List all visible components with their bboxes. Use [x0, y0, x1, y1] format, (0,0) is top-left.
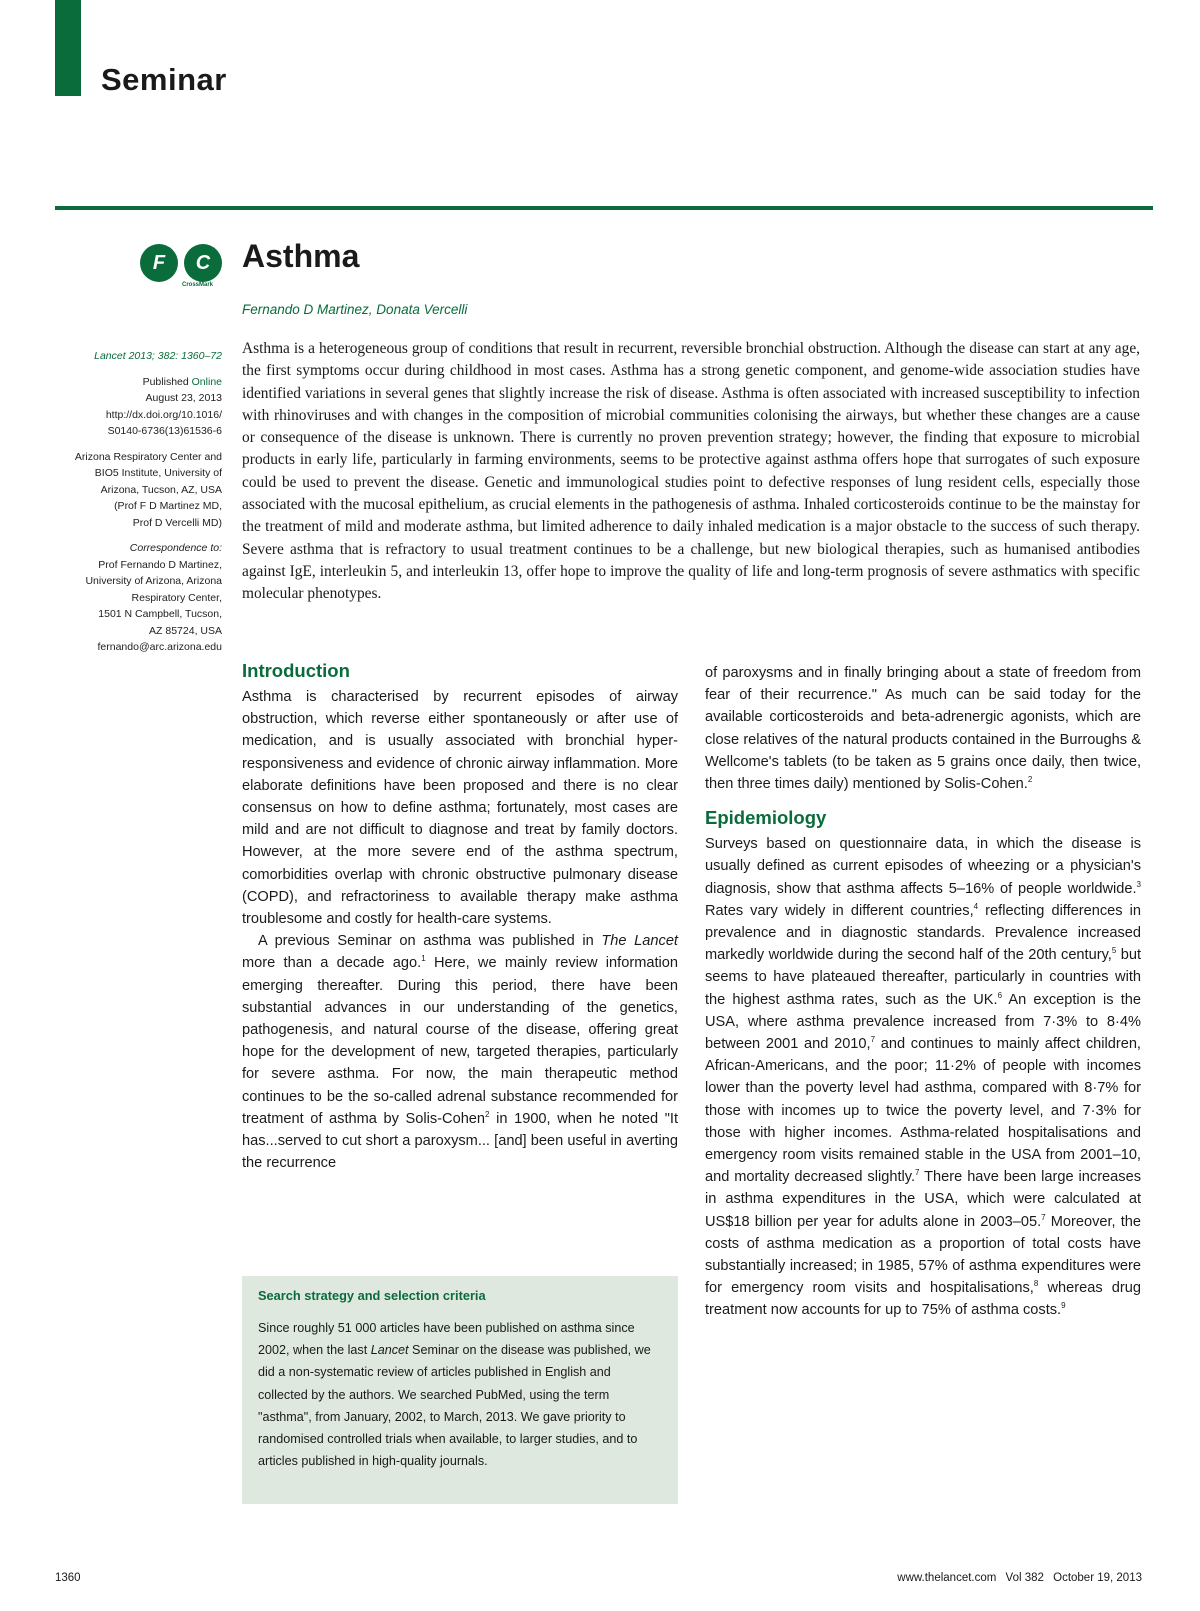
affiliation: Arizona Respiratory Center and BIO5 Institute, University of Arizona, Tucson, AZ, USA (Prof F D Martinez MD, Prof D Vercelli MD): [74, 450, 222, 529]
crossmark-caption: CrossMark: [182, 282, 214, 288]
journal-site-link[interactable]: www.thelancet.com: [897, 1572, 997, 1584]
section-label: Seminar: [101, 62, 227, 97]
intro-continued: of paroxysms and in finally bringing about a state of freedom from fear of their recurrence." As much can be said today for the available corticosteroids and beta-adrenergic agonists, which are close relatives of the natural products contained in the Burroughs & Wellcome's tablets (to be taken as 5 grains once daily, then twice, then three times daily) mentioned by Solis-Cohen.$^2$: [705, 665, 1141, 793]
reference-7b[interactable]: 7: [915, 1168, 920, 1178]
reference-8[interactable]: 8: [1033, 1279, 1039, 1289]
epidemiology-heading: Epidemiology: [705, 807, 827, 829]
epidemiology-paragraph: Surveys based on questionnaire data, in which the disease is usually defined as current episodes of wheezing or a physician's diagnosis, show that asthma affects 5–16% of people worldwide.$^3$ Rates vary widely in different countries,$^4$ reflecting differences in prevalence and in diagnostic standards. Prevalence increased markedly worldwide during the second half of the 20th century,$^5$ but seems to have plateaued thereafter, particularly in countries with the highest asthma rates, such as the UK.$^6$ An exception is the USA, where asthma prevalence increased from 7·3% to 8·4% between 2001 and 2010,$^7$ and continues to mainly affect children, African-Americans, and the poor; 11·2% of people with incomes lower than the poverty level had asthma, compared with 8·7% for those with incomes up to twice the poverty level, and 7·3% for those with higher incomes. Asthma-related hospitalisations and emergency room visits remained stable in the USA from 2001–10, and mortality decreased slightly.$^7$ There have been large increases in asthma expenditures in the USA, which were calculated at US$18 billion per year for adults alone in 2003–05.$^7$ Moreover, the costs of asthma medication as a proportion of total costs have substantially increased; in 1985, 57% of asthma expenditures were for emergency room visits and hospitalisations,$^8$ whereas drug treatment now accounts for up to 75% of asthma costs.$^9$: [705, 836, 1142, 1319]
abstract: Asthma is a heterogeneous group of conditions that result in recurrent, reversible bronchial obstruction. Although the disease can start at any age, the first symptoms occur during childhood in most cases. Asthma has a strong genetic component, and genome-wide association studies have identified variations in several genes that slightly increase the risk of disease. Asthma is often associated with increased susceptibility to infection with rhinoviruses and with changes in the composition of microbial communities colonising the airways, but whether these changes are a cause or consequence of the disease is unknown. There is currently no proven prevention strategy; however, the finding that exposure to microbial products in early life, particularly in farming environments, seems to be protective against asthma offers hope that surrogates of such exposure could be used to prevent the disease. Genetic and immunological studies point to defective responses of lung resident cells, especially those associated with the mucosal epithelium, as crucial elements in the pathogenesis of asthma. Inhaled corticosteroids continue to be the mainstay for the treatment of mild and moderate asthma, but limited adherence to daily inhaled medication is a major obstacle to the success of such therapy. Severe asthma that is refractory to usual treatment continues to be a challenge, but new biological therapies, such as humanised antibodies against IgE, interleukin 5, and interleukin 13, offer hope to improve the quality of life and long-term prognosis of severe asthmatics with specific molecular phenotypes.: [242, 340, 1140, 603]
reference-6[interactable]: 6: [997, 990, 1003, 1000]
search-strategy-panel: [242, 1276, 678, 1504]
doi-link-cont[interactable]: S0140-6736(13)61536-6: [107, 425, 222, 437]
crossmark-icon[interactable]: C: [184, 244, 222, 282]
journal-volume: Vol 382: [1005, 1572, 1044, 1584]
correspondence: Correspondence to: Prof Fernando D Martinez, University of Arizona, Arizona Respiratory Center, 1501 N Campbell, Tucson, AZ 85724, USA fernando@arc.arizona.edu: [85, 542, 222, 653]
email-link[interactable]: fernando@arc.arizona.edu: [97, 641, 222, 653]
right-column: [705, 662, 1141, 1322]
article-badges: [140, 244, 226, 294]
reference-9[interactable]: 9: [1061, 1301, 1066, 1311]
reference-7[interactable]: 7: [870, 1035, 876, 1045]
reference-4[interactable]: 4: [973, 901, 979, 911]
published-label: Published: [142, 375, 189, 388]
doi-link[interactable]: http://dx.doi.org/10.1016/: [105, 408, 222, 421]
intro-paragraph-1: Asthma is characterised by recurrent episodes of airway obstruction, which reverse either spontaneously or after use of medication, and is usually associated with bronchial hyper-responsiveness and evidence of chronic airway inflammation. More elaborate definitions have been proposed and there is no clear consensus on how to define asthma; fortunately, most cases are mild and are not difficult to diagnose and treat by family doctors. However, at the more severe end of the asthma spectrum, comorbidities overlap with chronic obstructive pulmonary disease (COPD), and refractoriness to available therapy make asthma troublesome and costly for health-care systems.: [242, 689, 678, 928]
article-authors: Fernando D Martinez, Donata Vercelli: [242, 302, 468, 317]
free-access-icon: F: [140, 244, 178, 282]
reference-1[interactable]: 1: [421, 954, 426, 964]
journal-date: October 19, 2013: [1053, 1572, 1142, 1584]
published-date: August 23, 2013: [145, 392, 222, 404]
article-sidebar: [30, 348, 222, 665]
published-online: Online: [191, 375, 222, 388]
reference-3[interactable]: 3: [1136, 879, 1141, 889]
reference-5[interactable]: 5: [1111, 946, 1117, 956]
journal-footer: [891, 1572, 1142, 1584]
reference-2b[interactable]: 2: [1027, 775, 1033, 785]
search-strategy-text: Since roughly 51 000 articles have been published on asthma since 2002, when the last Lancet Seminar on the disease was published, we did a non-systematic review of articles published in English and collected by the authors. We searched PubMed, using the term "asthma", from January, 2002, to March, 2013. We gave priority to randomised controlled trials when available, to larger studies, and to articles published in high-quality journals.: [258, 1321, 651, 1469]
citation: Lancet 2013; 382: 1360–72: [94, 350, 222, 362]
reference-7c[interactable]: 7: [1041, 1212, 1046, 1222]
intro-heading: Introduction: [242, 660, 350, 681]
page-number: 1360: [55, 1572, 81, 1584]
search-strategy-heading: Search strategy and selection criteria: [258, 1288, 486, 1303]
article-title: Asthma: [242, 238, 360, 274]
header-rule: [55, 206, 1153, 210]
reference-2[interactable]: 2: [485, 1110, 490, 1119]
left-column: [242, 658, 678, 1174]
intro-paragraph-2: A previous Seminar on asthma was published in The Lancet more than a decade ago.$^1$ Here, we mainly review information emerging thereafter. During this period, there have been substantial advances in our understanding of the genetics, pathogenesis, and natural course of the disease, offering great hope for the development of new, targeted therapies, particularly for severe asthma. For now, the main therapeutic method continues to be the so-called adrenal substance recommended for treatment of asthma by Solis-Cohen$^2$ in 1900, when he noted "It has...served to cut short a paroxysm... [and] been useful in averting the recurrence: [242, 933, 678, 1172]
section-tab: [55, 0, 81, 96]
